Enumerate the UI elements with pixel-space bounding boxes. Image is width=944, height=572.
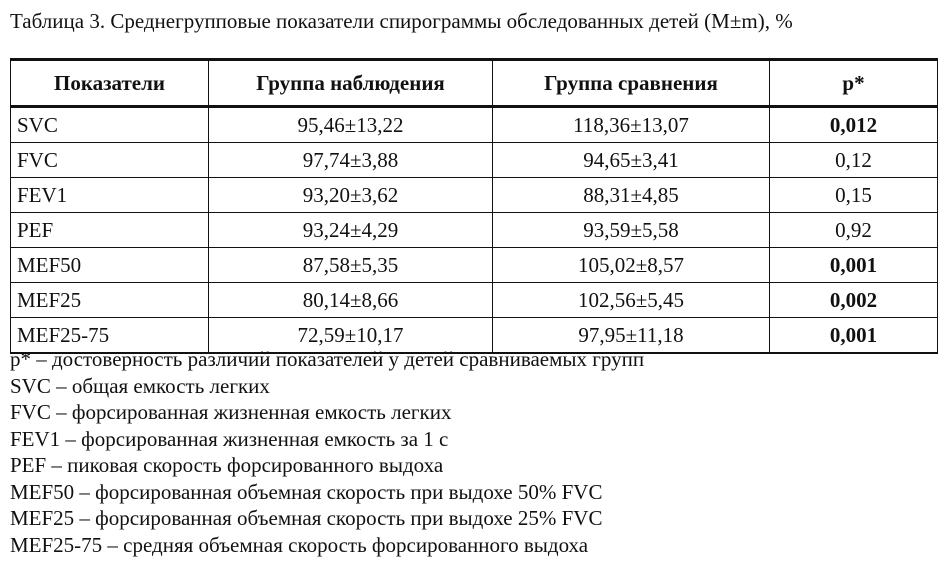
- row-p-value: 0,92: [770, 213, 938, 248]
- row-observation-value: 95,46±13,22: [209, 107, 493, 143]
- row-comparison-value: 94,65±3,41: [493, 143, 770, 178]
- footnote-fvc: FVC – форсированная жизненная емкость легких: [10, 400, 452, 424]
- table-row: [11, 178, 938, 213]
- row-comparison-value: 97,95±11,18: [493, 318, 770, 354]
- footnote-fev1: FEV1 – форсированная жизненная емкость за 1 с: [10, 426, 449, 451]
- spirogram-table: [10, 58, 938, 354]
- header-observation-group: Группа наблюдения: [209, 60, 493, 107]
- table-row: [11, 283, 938, 318]
- row-comparison-value: 102,56±5,45: [493, 283, 770, 318]
- row-observation-value: 93,24±4,29: [209, 213, 493, 248]
- table-caption: Таблица 3. Среднегрупповые показатели спирограммы обследованных детей (M±m), %: [10, 9, 793, 33]
- footnote-pef: PEF – пиковая скорость форсированного выдоха: [10, 453, 444, 477]
- row-p-value: 0,15: [770, 178, 938, 213]
- header-comparison-group: Группа сравнения: [493, 60, 770, 107]
- footnote-p-value: p* – достоверность различий показателей у детей сравниваемых групп: [10, 347, 645, 371]
- table-row: [11, 213, 938, 248]
- row-observation-value: 87,58±5,35: [209, 248, 493, 283]
- table-row: [11, 248, 938, 283]
- row-p-value: 0,001: [770, 318, 938, 354]
- footnote-mef25-75: MEF25-75 – средняя объемная скорость форсированного выдоха: [10, 532, 589, 557]
- table-header-row: [11, 60, 938, 107]
- row-comparison-value: 118,36±13,07: [493, 107, 770, 143]
- footnote-mef50: MEF50 – форсированная объемная скорость при выдохе 50% FVC: [10, 479, 603, 504]
- footnote-mef25: MEF25 – форсированная объемная скорость при выдохе 25% FVC: [10, 506, 603, 530]
- row-indicator: MEF25-75: [11, 318, 209, 354]
- table-footnotes: [10, 346, 644, 558]
- row-p-value: 0,12: [770, 143, 938, 178]
- header-indicators: Показатели: [11, 60, 209, 107]
- row-indicator: FVC: [11, 143, 209, 178]
- footnote-svc: SVC – общая емкость легких: [10, 373, 270, 398]
- row-p-value: 0,012: [770, 107, 938, 143]
- header-p-value: p*: [770, 60, 938, 107]
- row-observation-value: 72,59±10,17: [209, 318, 493, 354]
- row-comparison-value: 88,31±4,85: [493, 178, 770, 213]
- row-p-value: 0,001: [770, 248, 938, 283]
- table-row: [11, 143, 938, 178]
- row-p-value: 0,002: [770, 283, 938, 318]
- row-indicator: FEV1: [11, 178, 209, 213]
- row-comparison-value: 93,59±5,58: [493, 213, 770, 248]
- row-observation-value: 97,74±3,88: [209, 143, 493, 178]
- row-indicator: PEF: [11, 213, 209, 248]
- row-indicator: MEF25: [11, 283, 209, 318]
- row-indicator: SVC: [11, 107, 209, 143]
- row-indicator: MEF50: [11, 248, 209, 283]
- table-row: [11, 107, 938, 143]
- row-observation-value: 93,20±3,62: [209, 178, 493, 213]
- row-observation-value: 80,14±8,66: [209, 283, 493, 318]
- row-comparison-value: 105,02±8,57: [493, 248, 770, 283]
